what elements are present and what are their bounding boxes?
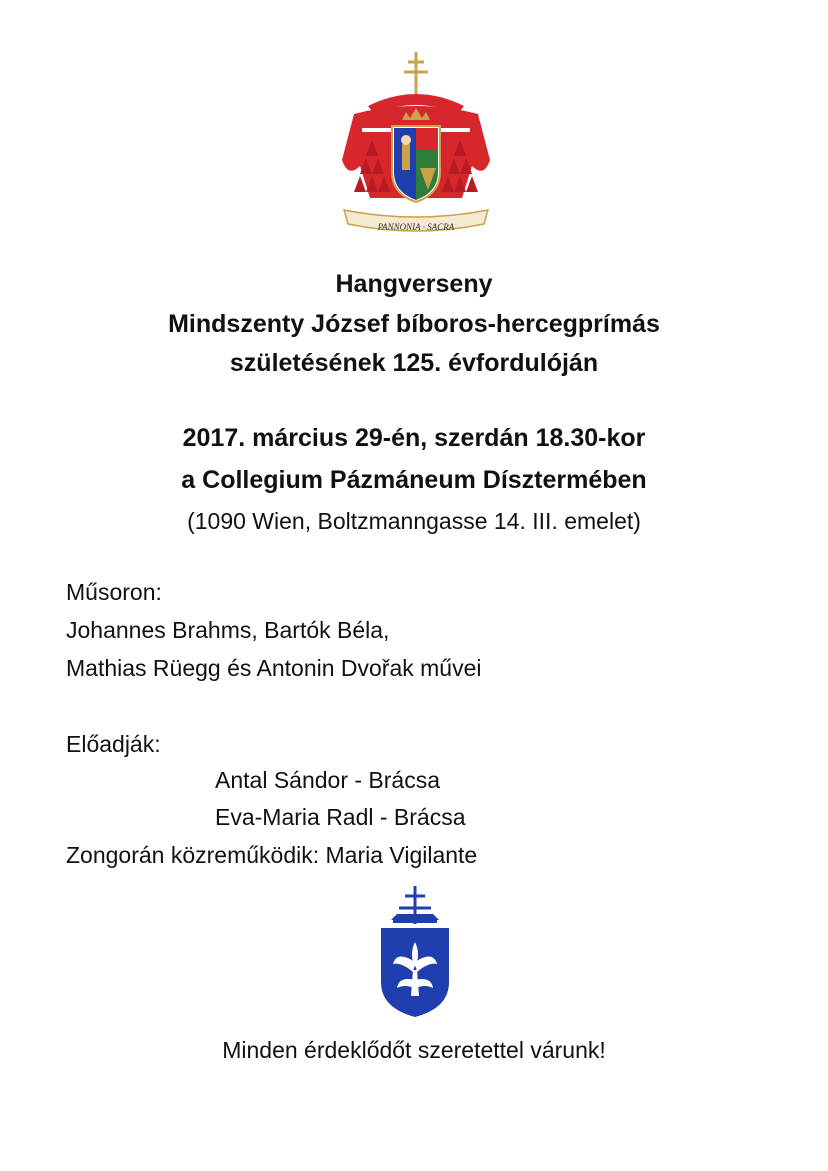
closing-invitation: Minden érdeklődőt szeretettel várunk! xyxy=(222,1037,606,1063)
event-subtitle-line2: születésének 125. évfordulóján xyxy=(229,349,599,377)
event-title: Hangverseny xyxy=(335,270,493,298)
event-date: 2017. március 29-én, szerdán 18.30-kor xyxy=(182,424,646,452)
program-label: Műsoron: xyxy=(66,579,162,605)
performer-3: Zongorán közreműködik: Maria Vigilante xyxy=(66,842,478,868)
event-subtitle-line1: Mindszenty József bíboros-hercegprímás xyxy=(168,310,660,338)
performer-2: Eva-Maria Radl - Brácsa xyxy=(215,804,466,830)
event-address: (1090 Wien, Boltzmanngasse 14. III. emelet) xyxy=(187,508,641,534)
event-venue: a Collegium Pázmáneum Dísztermében xyxy=(181,466,647,494)
program-line2: Mathias Rüegg és Antonin Dvořak művei xyxy=(66,655,482,681)
pazmaneum-emblem xyxy=(375,884,455,1019)
performers-label: Előadják: xyxy=(66,731,161,757)
crest-motto: PANNONIA · SACRA xyxy=(377,222,455,232)
performer-1: Antal Sándor - Brácsa xyxy=(215,767,441,793)
coat-of-arms-top xyxy=(340,48,492,246)
program-line1: Johannes Brahms, Bartók Béla, xyxy=(66,617,390,643)
